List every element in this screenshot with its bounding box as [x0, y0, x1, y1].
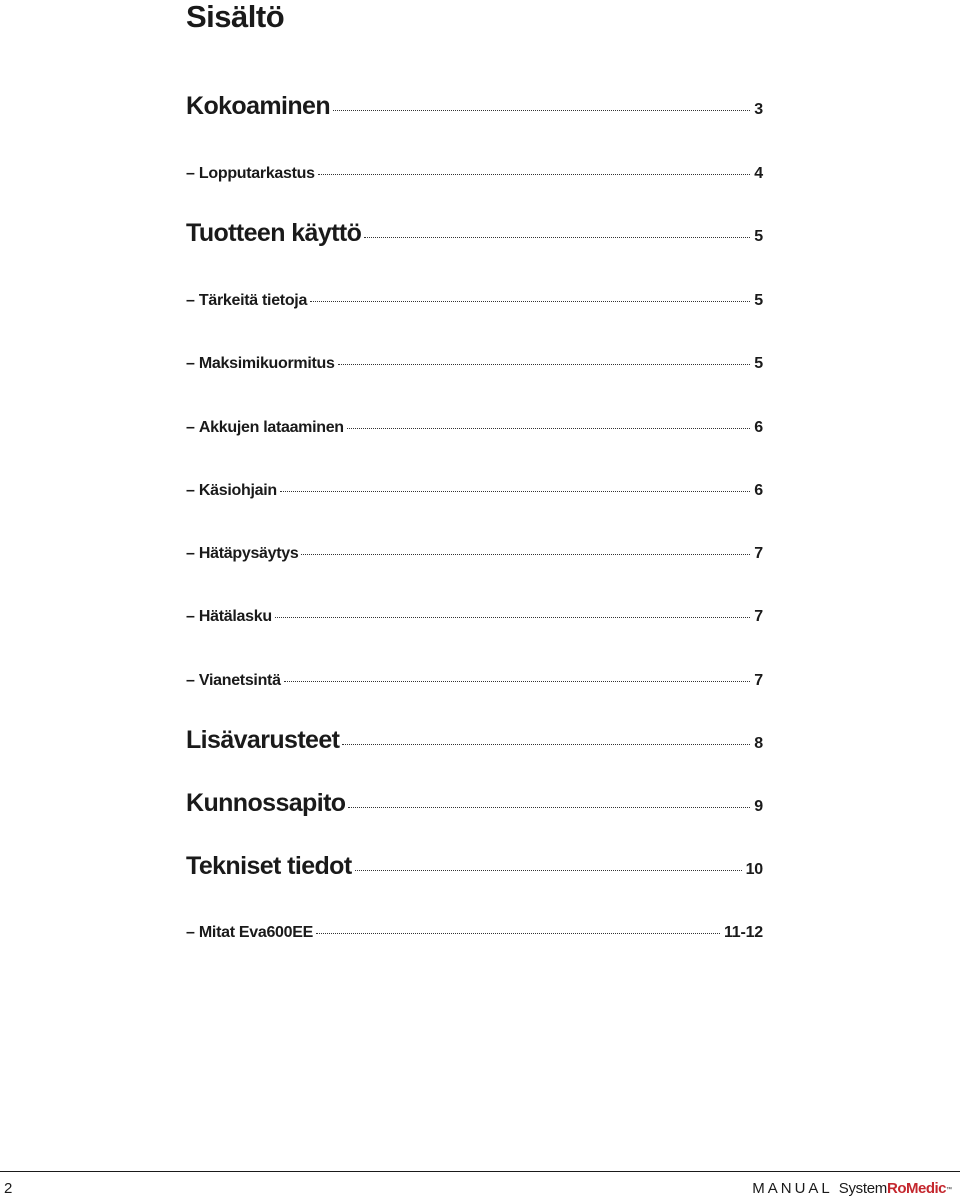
dot-leader	[280, 490, 750, 492]
toc-entry-page: 7	[754, 608, 763, 625]
toc-entry-label: Tuotteen käyttö	[186, 219, 362, 247]
toc-entry-page: 10	[745, 861, 763, 878]
dash-marker: –	[186, 672, 195, 689]
toc-entry-label: Vianetsintä	[198, 672, 281, 689]
toc-entry[interactable]	[186, 165, 763, 183]
toc-entry-page: 6	[754, 482, 763, 499]
toc-entry-page: 5	[754, 355, 763, 372]
manual-label: MANUAL	[752, 1180, 833, 1197]
dot-leader	[318, 173, 751, 175]
toc-entry[interactable]	[186, 482, 763, 500]
toc-entry-label: Maksimikuormitus	[198, 355, 335, 372]
dash-marker: –	[186, 608, 195, 625]
toc-entry-page: 6	[754, 419, 763, 436]
toc-entry-page: 9	[754, 798, 763, 815]
toc-entry[interactable]	[186, 608, 763, 626]
dot-leader	[310, 300, 750, 302]
toc-entry[interactable]	[186, 789, 763, 818]
dash-marker: –	[186, 924, 195, 941]
toc-entry-page: 3	[754, 101, 763, 118]
dot-leader	[364, 236, 750, 238]
dot-leader	[284, 680, 751, 682]
toc-entry[interactable]	[186, 92, 763, 121]
toc-entry-label: Akkujen lataaminen	[198, 419, 344, 436]
toc-entry-label: Tekniset tiedot	[186, 852, 352, 880]
toc-entry-label: Lopputarkastus	[198, 165, 315, 182]
toc-entry-label: Hätälasku	[198, 608, 272, 625]
trademark-symbol: ™	[946, 1187, 952, 1193]
brand-romedic: RoMedic	[886, 1180, 946, 1197]
dot-leader	[275, 616, 750, 618]
footer-page-number: 2	[4, 1180, 13, 1197]
toc-entry-page: 5	[754, 292, 763, 309]
toc-entry-page: 7	[754, 672, 763, 689]
toc-entry[interactable]	[186, 219, 763, 248]
toc-entry-page: 7	[754, 545, 763, 562]
toc-entry-page: 8	[754, 735, 763, 752]
toc-entry-label: Lisävarusteet	[186, 726, 340, 754]
dot-leader	[333, 109, 750, 111]
toc-entry-page: 11-12	[723, 924, 763, 941]
toc-entry-page: 4	[754, 165, 763, 182]
toc-entry-label: Hätäpysäytys	[198, 545, 299, 562]
footer-divider	[0, 1171, 960, 1172]
toc-entry[interactable]	[186, 852, 763, 881]
dash-marker: –	[186, 355, 195, 372]
toc-entry-label: Mitat Eva600EE	[198, 924, 313, 941]
dot-leader	[316, 932, 720, 934]
dot-leader	[355, 869, 742, 871]
toc-entry-label: Kokoaminen	[186, 92, 331, 120]
toc-entry[interactable]	[186, 419, 763, 437]
dash-marker: –	[186, 292, 195, 309]
dash-marker: –	[186, 419, 195, 436]
dash-marker: –	[186, 165, 195, 182]
toc-entry-label: Käsiohjain	[198, 482, 277, 499]
toc-entry-label: Tärkeitä tietoja	[198, 292, 308, 309]
toc-entry[interactable]	[186, 292, 763, 310]
toc-entry[interactable]	[186, 355, 763, 373]
toc-entry-label: Kunnossapito	[186, 789, 346, 817]
dash-marker: –	[186, 482, 195, 499]
dot-leader	[348, 806, 750, 808]
brand-system: System	[838, 1180, 887, 1197]
dot-leader	[347, 427, 751, 429]
footer-brand	[752, 1180, 952, 1201]
toc-entry[interactable]	[186, 672, 763, 690]
dot-leader	[342, 743, 750, 745]
dash-marker: –	[186, 545, 195, 562]
dot-leader	[301, 553, 750, 555]
toc-entry[interactable]	[186, 545, 763, 563]
page-title: Sisältö	[186, 0, 285, 34]
dot-leader	[338, 363, 751, 365]
toc-entry-page: 5	[754, 228, 763, 245]
toc-entry[interactable]	[186, 924, 763, 942]
toc-entry[interactable]	[186, 726, 763, 755]
